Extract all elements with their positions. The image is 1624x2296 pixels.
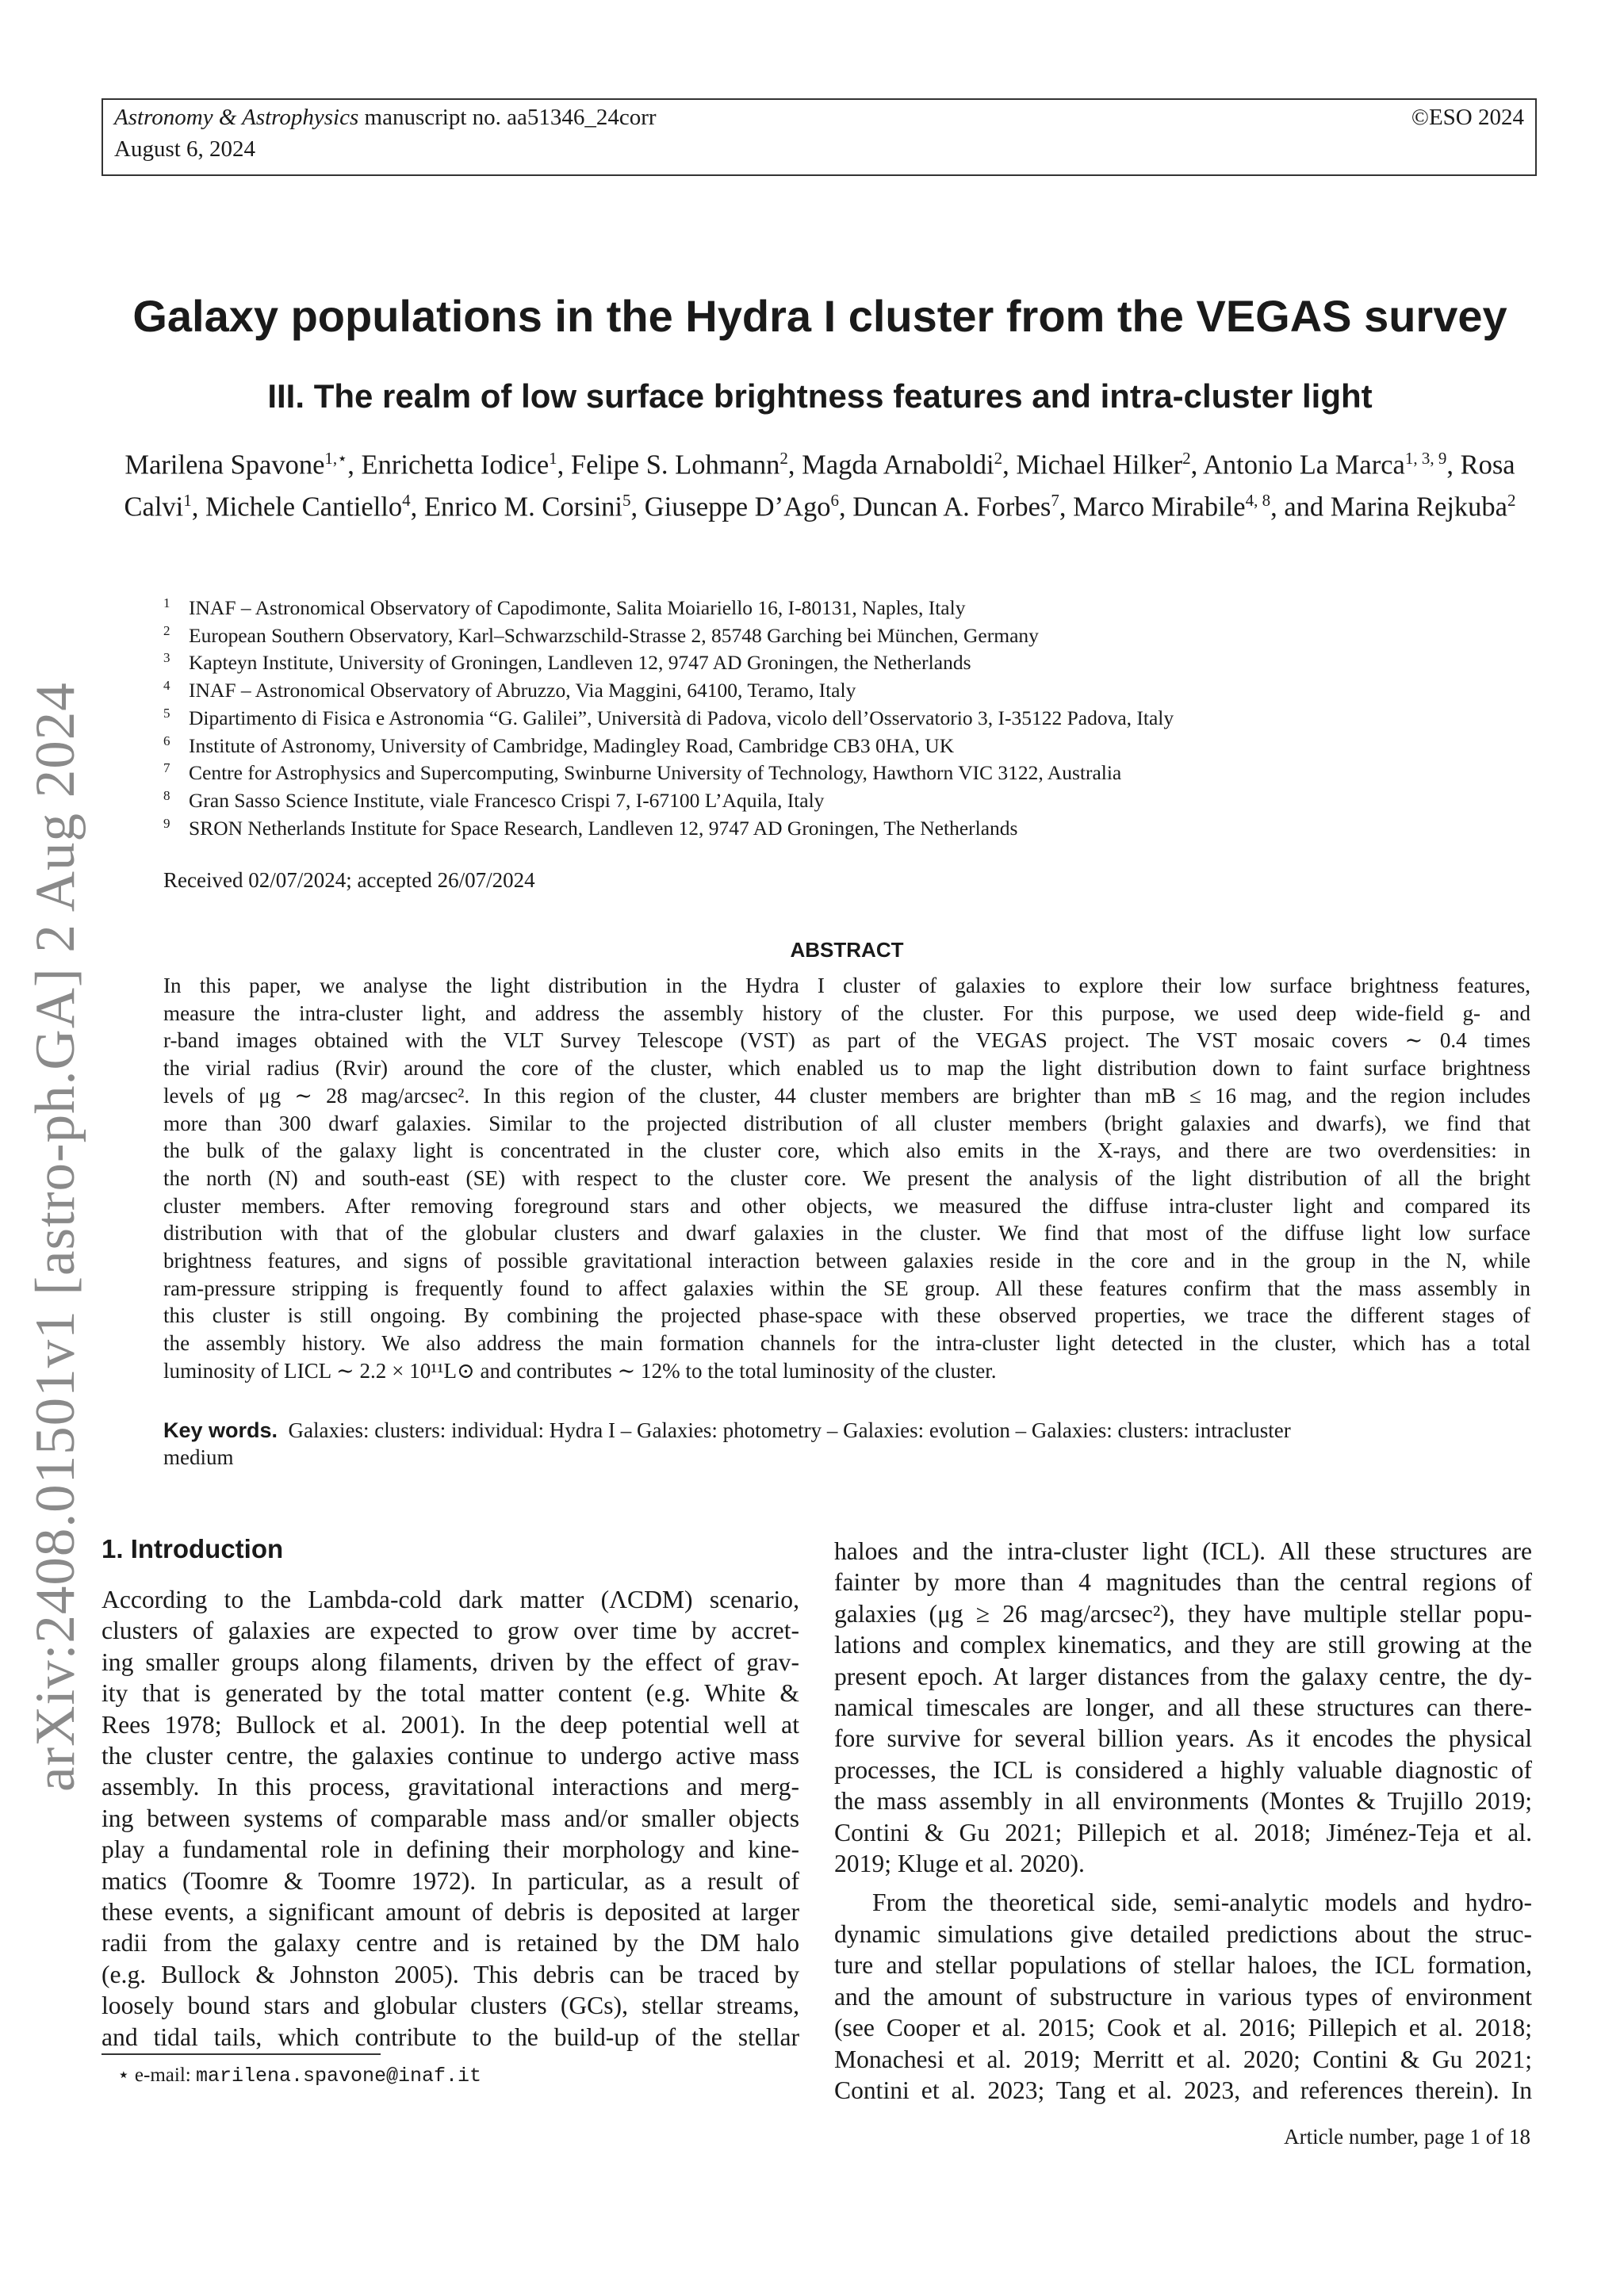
keywords-line-1: Galaxies: clusters: individual: Hydra I – Galaxies: photometry – Galaxies: evolution – Galaxies: clusters: intracluster	[288, 1418, 1291, 1442]
text-line: (see Cooper et al. 2015; Cook et al. 2016; Pillepich et al. 2018;	[834, 2014, 1532, 2042]
text-line: processes, the ICL is considered a highly valuable diagnostic of	[834, 1755, 1532, 1784]
arxiv-stamp: arXiv:2408.01501v1 [astro-ph.GA] 2 Aug 2024	[25, 682, 86, 1792]
text-line: galaxies (μg ≥ 26 mag/arcsec²), they have multiple stellar popu-	[834, 1599, 1532, 1628]
text-line: ing smaller groups along filaments, driven by the effect of grav-	[102, 1647, 799, 1676]
affiliation-item	[163, 787, 1543, 815]
text-line: and the amount of substructure in various types of environment	[834, 1982, 1532, 2011]
text-line: the virial radius (Rvir) around the core of the cluster, which enabled us to map the light distribution down to faint surface brightness	[163, 1056, 1530, 1081]
abstract-heading: ABSTRACT	[790, 938, 904, 962]
affiliation-text: INAF – Astronomical Observatory of Abruzzo, Via Maggini, 64100, Teramo, Italy	[189, 679, 856, 702]
text-line: brightness features, and signs of possible gravitational interaction between galaxies reside in the core and in the group in the N, while	[163, 1249, 1530, 1273]
header-date: August 6, 2024	[114, 136, 256, 162]
affiliation-number: 9	[163, 815, 170, 831]
footnote-email[interactable]: marilena.spavone@inaf.it	[195, 2064, 482, 2087]
text-line: In this paper, we analyse the light distribution in the Hydra I cluster of galaxies to explore their low surface brightness features,	[163, 974, 1530, 997]
text-line: assembly. In this process, gravitational interactions and merg-	[102, 1773, 799, 1801]
text-line: dynamic simulations give detailed predictions about the struc-	[834, 1919, 1532, 1948]
header-journal-line	[114, 105, 657, 131]
affiliation-text: Kapteyn Institute, University of Groningen, Landleven 12, 9747 AD Groningen, the Netherlands	[189, 651, 971, 675]
journal-name: Astronomy & Astrophysics	[114, 105, 359, 130]
text-line: From the theoretical side, semi-analytic models and hydro-	[872, 1888, 1532, 1917]
text-line: present epoch. At larger distances from the galaxy centre, the dy-	[834, 1662, 1532, 1690]
author-affiliation-mark: 1,⋆	[324, 449, 348, 468]
affiliation-text: Institute of Astronomy, University of Cambridge, Madingley Road, Cambridge CB3 0HA, UK	[189, 733, 955, 757]
affiliation-item	[163, 622, 1543, 650]
author-name: Felipe S. Lohmann	[570, 450, 780, 480]
affiliation-text: Gran Sasso Science Institute, viale Francesco Crispi 7, I-67100 L’Aquila, Italy	[189, 788, 825, 812]
text-line: the assembly history. We also address the main formation channels for the intra-cluster light detected in the cluster, which has a total	[163, 1331, 1530, 1356]
author-name: Marco Mirabile	[1073, 492, 1246, 522]
author-affiliation-mark: 4	[402, 490, 411, 510]
text-line: this cluster is still ongoing. By combining the projected phase-space with these observed properties, we trace the different stages of	[163, 1303, 1530, 1328]
text-line: According to the Lambda-cold dark matter (ΛCDM) scenario,	[102, 1586, 799, 1613]
keywords	[163, 1417, 1530, 1471]
text-line: ture and stellar populations of stellar haloes, the ICL formation,	[834, 1951, 1532, 1980]
author-name: Marilena Spavone	[124, 450, 325, 480]
affiliation-number: 1	[163, 595, 170, 610]
text-line: and tidal tails, which contribute to the build-up of the stellar	[102, 2022, 799, 2051]
affiliation-number: 5	[163, 705, 170, 721]
author-affiliation-mark: 2	[1182, 449, 1191, 468]
affiliation-item	[163, 705, 1543, 733]
affiliation-item	[163, 733, 1543, 760]
text-line: matics (Toomre & Toomre 1972). In particular, as a result of	[102, 1866, 799, 1895]
affiliation-text: INAF – Astronomical Observatory of Capodimonte, Salita Moiariello 16, I-80131, Naples, Italy	[189, 596, 966, 619]
affiliation-item	[163, 595, 1543, 622]
text-line: 2019; Kluge et al. 2020).	[834, 1850, 1085, 1878]
affiliation-text: Centre for Astrophysics and Supercomputing, Swinburne University of Technology, Hawthorn VIC 3122, Australia	[189, 761, 1122, 785]
text-line: (e.g. Bullock & Johnston 2005). This debris can be traced by	[102, 1960, 799, 1988]
author-affiliation-mark: 4, 8	[1245, 490, 1271, 510]
abstract-body	[163, 972, 1530, 1385]
author-name: Enrico M. Corsini	[423, 492, 622, 522]
text-line: ram-pressure stripping is frequently found to affect galaxies within the SE group. All these features confirm that the mass assembly in	[163, 1276, 1530, 1300]
text-line: r-band images obtained with the VLT Survey Telescope (VST) as part of the VEGAS project. The VST mosaic covers ∼ 0.4 times	[163, 1028, 1530, 1053]
text-line: fainter by more than 4 magnitudes than the central regions of	[834, 1568, 1532, 1597]
paragraph	[834, 1887, 1532, 2106]
page-footer: Article number, page 1 of 18	[1284, 2125, 1530, 2149]
author-affiliation-mark: 6	[830, 490, 839, 510]
paper-title: Galaxy populations in the Hydra I cluster from the VEGAS survey	[132, 291, 1507, 341]
author-name: Michael Hilker	[1016, 450, 1183, 480]
footnote-label: e-mail:	[134, 2064, 191, 2086]
text-line: cluster members. After removing foreground stars and other objects, we measured the diffuse intra-cluster light and compared its	[163, 1193, 1530, 1218]
affiliation-text: SRON Netherlands Institute for Space Research, Landleven 12, 9747 AD Groningen, The Netherlands	[189, 816, 1018, 840]
text-line: the bulk of the galaxy light is concentrated in the cluster core, which also emits in the X-rays, and there are two overdensities: in	[163, 1138, 1530, 1163]
author-name: Marina Rejkuba	[1330, 492, 1507, 522]
author-affiliation-mark: 1	[183, 490, 192, 510]
received-line: Received 02/07/2024; accepted 26/07/2024	[163, 868, 535, 892]
affiliation-item	[163, 760, 1543, 787]
text-line: levels of μg ∼ 28 mag/arcsec². In this region of the cluster, 44 cluster members are brighter than mB ≤ 16 mag, and the region includes	[163, 1083, 1530, 1108]
author-list: Marilena Spavone$^{1,⋆}$, Enrichetta Iodice$^1$, Felipe S. Lohmann$^2$, Magda Arnaboldi$^2$, Michael Hilker$^2$, Antonio La Marca$^{1, 3, 9}$, Rosa Calvi$^1$, Michele Cantiello$^4$, Enrico M. Corsini$^5$, Giuseppe D’Ago$^6$, Duncan A. Forbes$^7$, Marco Mirabile$^{4, 8}$, and Marina Rejkuba$^2$	[124, 449, 1516, 522]
section-heading: 1. Introduction	[102, 1534, 284, 1563]
affiliation-number: 6	[163, 733, 170, 748]
text-line: clusters of galaxies are expected to grow over time by accret-	[102, 1617, 799, 1645]
text-line: Monachesi et al. 2019; Merritt et al. 2020; Contini & Gu 2021;	[834, 2045, 1532, 2073]
author-name: Duncan A. Forbes	[852, 492, 1051, 522]
author-name: Enrichetta Iodice	[361, 450, 550, 480]
text-line: the cluster centre, the galaxies continue to undergo active mass	[102, 1742, 799, 1770]
keywords-line-2: medium	[163, 1445, 234, 1469]
affiliation-number: 3	[163, 650, 170, 666]
text-line: ity that is generated by the total matter content (e.g. White &	[102, 1679, 799, 1708]
affiliation-text: European Southern Observatory, Karl–Schwarzschild-Strasse 2, 85748 Garching bei München, Germany	[189, 623, 1039, 647]
text-line: play a fundamental role in defining their morphology and kine-	[102, 1835, 799, 1864]
affiliations-list	[163, 595, 1543, 842]
left-column	[102, 1584, 799, 2053]
paper-subtitle: III. The realm of low surface brightness features and intra-cluster light	[267, 377, 1373, 415]
footnote-mark: ⋆	[117, 2064, 130, 2086]
author-affiliation-mark: 1	[549, 449, 557, 468]
right-column	[834, 1536, 1532, 2106]
journal-header	[102, 98, 1537, 176]
text-line: measure the intra-cluster light, and address the assembly history of the cluster. For this purpose, we used deep wide-field g- and	[163, 1001, 1530, 1025]
author-name: Rosa Calvi	[124, 450, 1515, 522]
text-line: these events, a significant amount of debris is deposited at larger	[102, 1898, 799, 1927]
text-line: Contini et al. 2023; Tang et al. 2023, and references therein). In	[834, 2076, 1532, 2104]
affiliation-number: 2	[163, 622, 170, 638]
text-line: more than 300 dwarf galaxies. Similar to the projected distribution of all cluster members (bright galaxies and dwarfs), we find that	[163, 1111, 1530, 1135]
text-line: the north (N) and south-east (SE) with respect to the cluster core. We present the analysis of the light distribution of all the bright	[163, 1165, 1530, 1190]
affiliation-number: 7	[163, 760, 170, 776]
author-name: Michele Cantiello	[205, 492, 403, 522]
text-line: radii from the galaxy centre and is retained by the DM halo	[102, 1929, 799, 1957]
text-line: Rees 1978; Bullock et al. 2001). In the deep potential well at	[102, 1710, 799, 1739]
footnote	[117, 2063, 481, 2087]
author-name: Antonio La Marca	[1203, 450, 1405, 480]
author-name: Magda Arnaboldi	[802, 450, 994, 480]
footnote-rule	[102, 2053, 381, 2055]
text-line: loosely bound stars and globular clusters (GCs), stellar streams,	[102, 1992, 799, 2020]
author-affiliation-mark: 2	[994, 449, 1003, 468]
author-affiliation-mark: 2	[1507, 490, 1516, 510]
author-affiliation-mark: 1, 3, 9	[1404, 449, 1447, 468]
affiliation-item	[163, 677, 1543, 705]
text-line: fore survive for several billion years. As it encodes the physical	[834, 1724, 1532, 1753]
text-line: ing between systems of comparable mass and/or smaller objects	[102, 1804, 799, 1832]
text-line: the mass assembly in all environments (Montes & Trujillo 2019;	[834, 1787, 1532, 1816]
text-line: Contini & Gu 2021; Pillepich et al. 2018; Jiménez-Teja et al.	[834, 1818, 1532, 1846]
affiliation-item	[163, 815, 1543, 843]
affiliation-text: Dipartimento di Fisica e Astronomia “G. Galilei”, Università di Padova, vicolo dell’Osservatorio 3, I-35122 Padova, Italy	[189, 706, 1174, 729]
affiliation-number: 4	[163, 678, 170, 694]
text-line: luminosity of LICL ∼ 2.2 × 10¹¹L⊙ and contributes ∼ 12% to the total luminosity of the cluster.	[163, 1358, 997, 1383]
paragraph-gap	[834, 1879, 1532, 1887]
text-line: lations and complex kinematics, and they are still growing at the	[834, 1631, 1532, 1659]
text-line: distribution with that of the globular clusters and dwarf galaxies in the cluster. We find that most of the diffuse light low surface	[163, 1221, 1530, 1246]
header-copyright: ©ESO 2024	[1411, 105, 1524, 130]
affiliation-number: 8	[163, 787, 170, 803]
text-line: namical timescales are longer, and all these structures can there-	[834, 1693, 1532, 1722]
manuscript-id: manuscript no. aa51346_24corr	[364, 105, 657, 130]
author-affiliation-mark: 5	[622, 490, 631, 510]
author-affiliation-mark: 7	[1051, 490, 1059, 510]
text-line: haloes and the intra-cluster light (ICL). All these structures are	[834, 1537, 1532, 1565]
affiliation-item	[163, 649, 1543, 677]
author-name: Giuseppe D’Ago	[644, 492, 831, 522]
author-affiliation-mark: 2	[779, 449, 788, 468]
keywords-label: Key words.	[163, 1418, 278, 1442]
